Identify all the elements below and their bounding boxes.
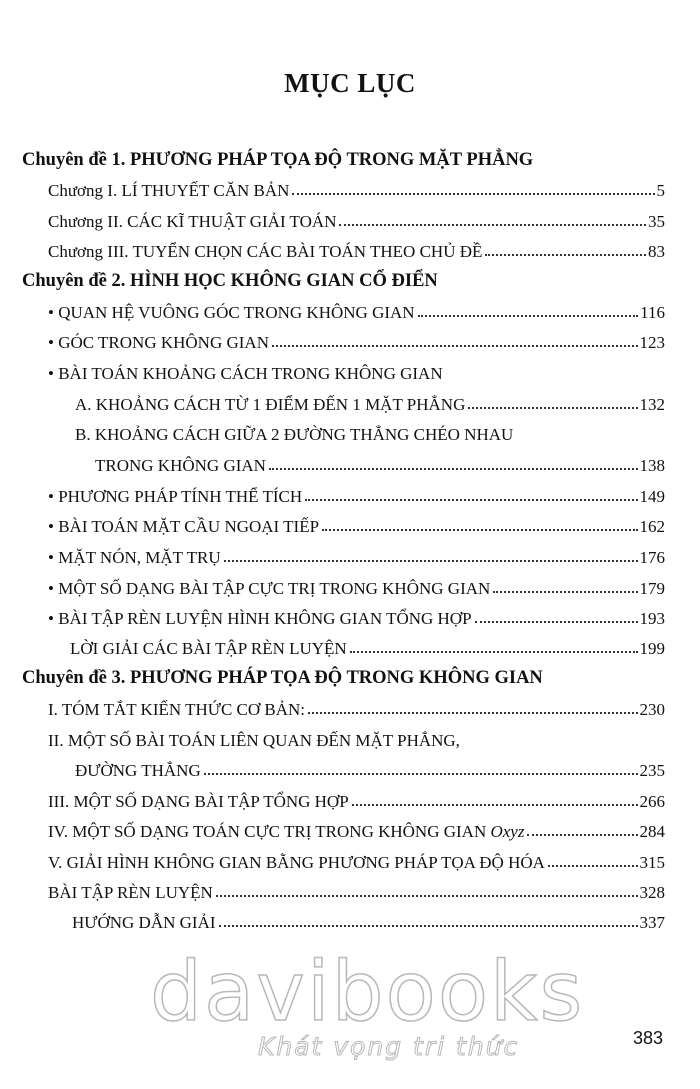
chapter-heading	[22, 665, 662, 691]
toc-entry-label: II. MỘT SỐ BÀI TOÁN LIÊN QUAN ĐẾN MẶT PHẲNG,	[48, 731, 460, 750]
toc-entry	[48, 697, 665, 723]
dot-leader	[485, 252, 646, 256]
toc-entry	[48, 239, 665, 265]
dot-leader	[322, 527, 637, 531]
toc-entry-page: 284	[639, 822, 665, 841]
toc-entry	[48, 300, 665, 326]
toc-entry-page: 35	[648, 212, 665, 231]
toc-entry-page: 193	[639, 609, 665, 628]
dot-leader	[308, 710, 637, 714]
dot-leader	[269, 466, 638, 470]
toc-entry-label: V. GIẢI HÌNH KHÔNG GIAN BẰNG PHƯƠNG PHÁP TỌA ĐỘ HÓA	[48, 853, 545, 872]
toc-entry	[48, 178, 665, 204]
toc-entry	[48, 880, 665, 906]
toc-entry-page: 5	[656, 181, 665, 200]
dot-leader	[493, 589, 637, 593]
toc-entry-label: HƯỚNG DẪN GIẢI	[72, 913, 216, 932]
toc-entry-page: 179	[639, 579, 665, 598]
toc-entry-label: B. KHOẢNG CÁCH GIỮA 2 ĐƯỜNG THẲNG CHÉO NHAU	[75, 425, 514, 444]
toc-entry-label: ĐƯỜNG THẲNG	[75, 761, 201, 780]
toc-entry	[75, 422, 665, 448]
chapter-heading-label: Chuyên đề 2. HÌNH HỌC KHÔNG GIAN CỔ ĐIỂN	[22, 271, 438, 291]
toc-entry	[48, 484, 665, 510]
toc-entry-page: 337	[639, 913, 665, 932]
watermark-tagline: Khát vọng tri thức	[258, 1032, 520, 1061]
dot-leader	[292, 191, 654, 195]
dot-leader	[204, 771, 638, 775]
toc-entry-label: A. KHOẢNG CÁCH TỪ 1 ĐIỂM ĐẾN 1 MẶT PHẲNG	[75, 395, 466, 414]
dot-leader	[475, 619, 638, 623]
toc-entry-page: 328	[639, 883, 665, 902]
toc-entry	[48, 606, 665, 632]
toc-entry-label: LỜI GIẢI CÁC BÀI TẬP RÈN LUYỆN	[70, 639, 347, 658]
toc-entry-label: • BÀI TẬP RÈN LUYỆN HÌNH KHÔNG GIAN TỔNG HỢP	[48, 609, 472, 628]
toc-entry-label: • MẶT NÓN, MẶT TRỤ	[48, 548, 221, 567]
toc-entry	[48, 576, 665, 602]
toc-entry	[48, 209, 665, 235]
toc-entry-label: • BÀI TOÁN MẶT CẦU NGOẠI TIẾP	[48, 517, 320, 536]
toc-entry	[75, 758, 665, 784]
toc-entry	[48, 789, 665, 815]
toc-entry-page: 116	[640, 303, 665, 322]
toc-entry-page: 149	[639, 487, 665, 506]
toc-entry-label: Chương I. LÍ THUYẾT CĂN BẢN	[48, 181, 290, 200]
toc-entry-label: III. MỘT SỐ DẠNG BÀI TẬP TỔNG HỢP	[48, 792, 349, 811]
dot-leader	[548, 863, 638, 867]
toc-entry-page: 315	[639, 853, 665, 872]
toc-entry	[70, 636, 665, 662]
toc-entry	[48, 545, 665, 571]
dot-leader	[305, 497, 637, 501]
toc-entry-page: 176	[639, 548, 665, 567]
toc-entry-label: • QUAN HỆ VUÔNG GÓC TRONG KHÔNG GIAN	[48, 303, 415, 322]
toc-entry-label: IV. MỘT SỐ DẠNG TOÁN CỰC TRỊ TRONG KHÔNG GIAN Oxyz	[48, 822, 525, 841]
toc-entry-label: I. TÓM TẮT KIẾN THỨC CƠ BẢN:	[48, 700, 306, 719]
toc-entry-label: • PHƯƠNG PHÁP TÍNH THỂ TÍCH	[48, 487, 303, 506]
toc-entry	[48, 819, 665, 845]
toc-entry-page: 162	[639, 517, 665, 536]
dot-leader	[468, 405, 637, 409]
toc-entry	[95, 453, 665, 479]
dot-leader	[418, 313, 639, 317]
toc-entry	[48, 514, 665, 540]
page-title: MỤC LỤC	[284, 68, 416, 98]
watermark-logo: davibooks	[150, 945, 585, 1040]
dot-leader	[350, 649, 638, 653]
dot-leader	[219, 923, 638, 927]
chapter-heading	[22, 147, 662, 173]
toc-entry-label: BÀI TẬP RÈN LUYỆN	[48, 883, 213, 902]
toc-entry	[75, 392, 665, 418]
chapter-heading-label: Chuyên đề 1. PHƯƠNG PHÁP TỌA ĐỘ TRONG MẶT PHẲNG	[22, 150, 534, 170]
dot-leader	[216, 893, 638, 897]
dot-leader	[339, 222, 646, 226]
toc-entry-page: 138	[639, 456, 665, 475]
page-number: 383	[633, 1028, 664, 1048]
toc-entry-label: • GÓC TRONG KHÔNG GIAN	[48, 333, 269, 352]
toc-entry-label: TRONG KHÔNG GIAN	[95, 456, 266, 475]
math-term: Oxyz	[490, 822, 525, 841]
toc-entry-page: 266	[639, 792, 665, 811]
toc-entry-page: 199	[639, 639, 665, 658]
toc-entry-label: • MỘT SỐ DẠNG BÀI TẬP CỰC TRỊ TRONG KHÔNG GIAN	[48, 579, 491, 598]
toc-entry	[48, 361, 665, 387]
chapter-heading	[22, 268, 662, 294]
toc-entry	[48, 850, 665, 876]
toc-entry-label: Chương III. TUYỂN CHỌN CÁC BÀI TOÁN THEO CHỦ ĐỀ	[48, 242, 483, 261]
toc-entry-label: Chương II. CÁC KĨ THUẬT GIẢI TOÁN	[48, 212, 337, 231]
dot-leader	[224, 558, 638, 562]
toc-entry-page: 123	[639, 333, 665, 352]
toc-entry	[48, 728, 665, 754]
chapter-heading-label: Chuyên đề 3. PHƯƠNG PHÁP TỌA ĐỘ TRONG KHÔNG GIAN	[22, 668, 543, 688]
toc-entry	[72, 910, 665, 936]
dot-leader	[352, 802, 638, 806]
toc-entry-page: 132	[639, 395, 665, 414]
toc-entry-label: • BÀI TOÁN KHOẢNG CÁCH TRONG KHÔNG GIAN	[48, 364, 443, 383]
toc-entry	[48, 330, 665, 356]
toc-entry-page: 230	[639, 700, 665, 719]
toc-entry-page: 83	[648, 242, 665, 261]
toc-entry-page: 235	[639, 761, 665, 780]
dot-leader	[527, 832, 637, 836]
dot-leader	[272, 343, 638, 347]
